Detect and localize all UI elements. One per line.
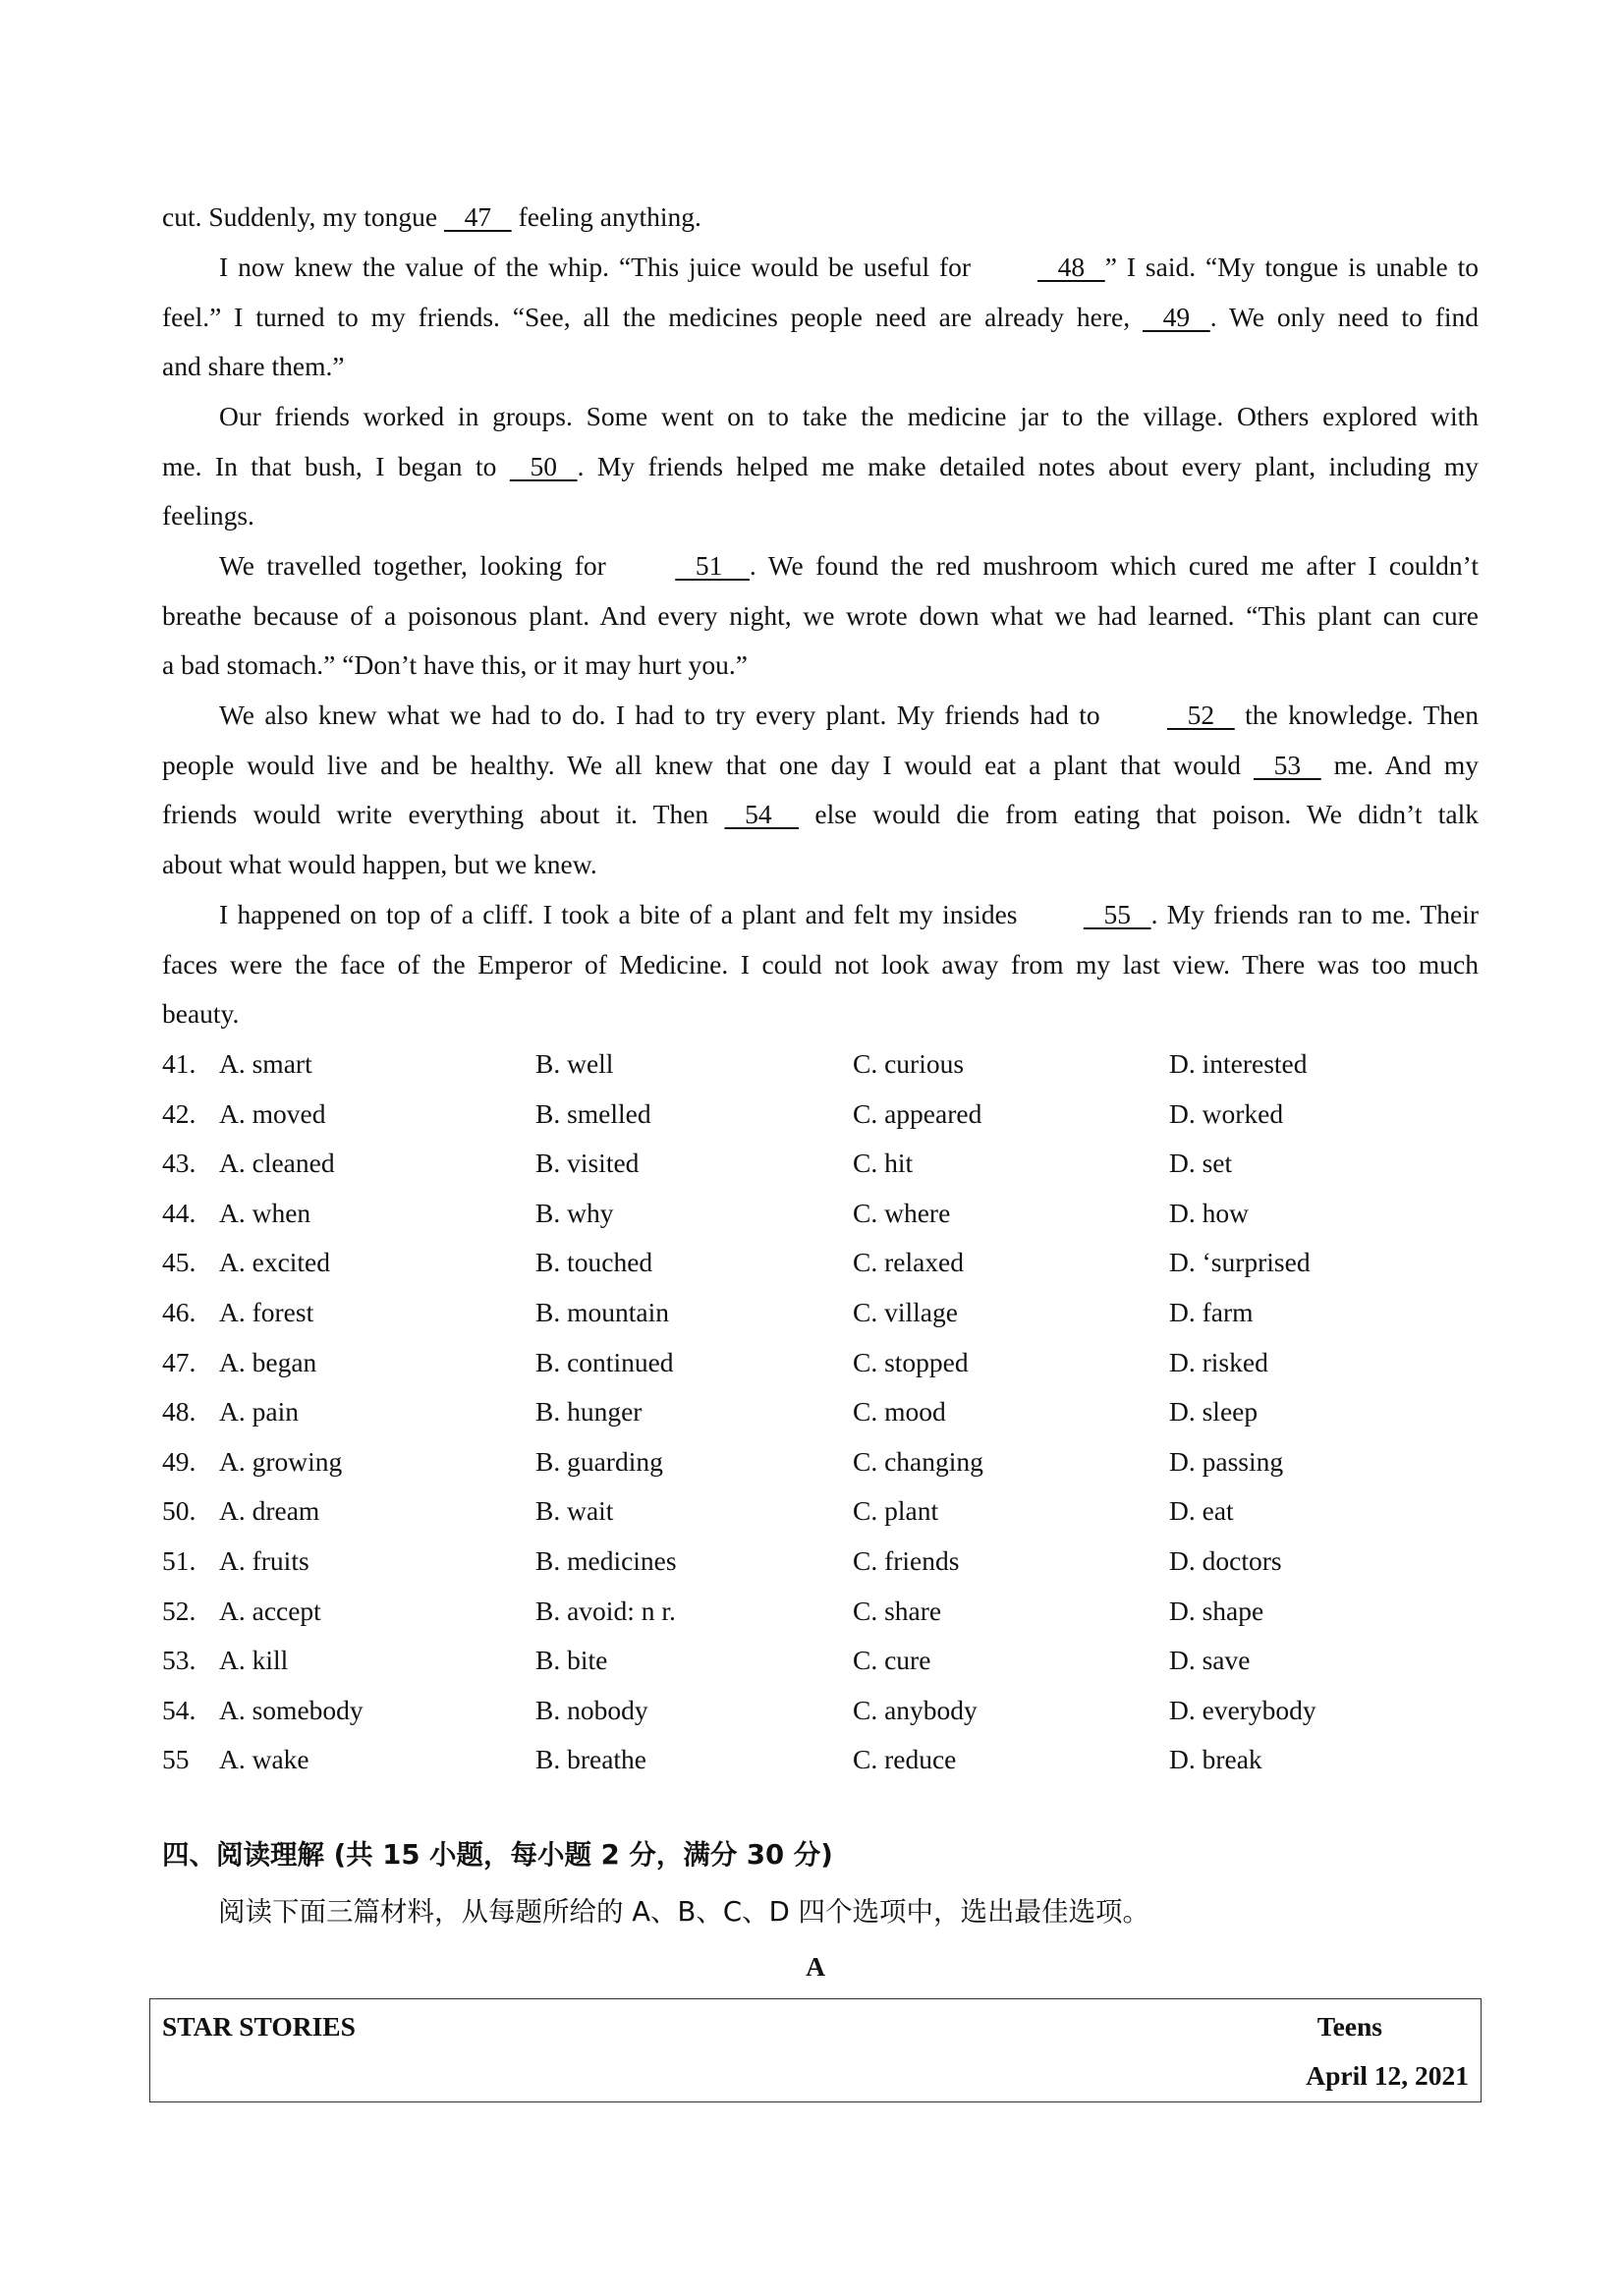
question-row bbox=[162, 1338, 1479, 1388]
question-row bbox=[162, 1039, 1479, 1090]
option-a: A. excited bbox=[219, 1247, 331, 1277]
passage-line: faces were the face of the Emperor of Medicine. I could not look away from my last view. There was too much bbox=[162, 948, 1479, 980]
magazine-name: Teens bbox=[1316, 2011, 1382, 2042]
passage-line bbox=[162, 691, 1479, 741]
text-run: . My friends ran to me. Their bbox=[1150, 899, 1479, 929]
question-number: 51. bbox=[162, 1545, 196, 1576]
box-title: STAR STORIES bbox=[162, 2011, 356, 2042]
passage-line: a bad stomach.” “Don’t have this, or it may hurt you.” bbox=[162, 649, 748, 681]
question-number: 49. bbox=[162, 1446, 196, 1477]
passage-line bbox=[162, 193, 1479, 243]
question-number: 52. bbox=[162, 1596, 196, 1626]
question-row bbox=[162, 1238, 1479, 1288]
passage-line: breathe because of a poisonous plant. And every night, we wrote down what we had learned. “This plant can cure bbox=[162, 599, 1479, 631]
question-number: 44. bbox=[162, 1198, 196, 1228]
text-run: I now knew the value of the whip. “This juice would be useful for bbox=[219, 252, 980, 282]
text-run: ” I said. “My tongue is unable to bbox=[1104, 252, 1479, 282]
option-a: A. when bbox=[219, 1198, 311, 1228]
passage-line: Our friends worked in groups. Some went on to take the medicine jar to the village. Others explored with bbox=[219, 401, 1479, 431]
passage-line bbox=[162, 541, 1479, 591]
option-b: B. smelled bbox=[535, 1098, 651, 1129]
option-b: B. nobody bbox=[535, 1695, 648, 1725]
option-b: B. guarding bbox=[535, 1446, 663, 1477]
passage-paragraph bbox=[162, 193, 1479, 243]
option-a: A. began bbox=[219, 1347, 317, 1377]
option-a: A. moved bbox=[219, 1098, 326, 1129]
question-number: 43. bbox=[162, 1148, 196, 1178]
passage-letter: A bbox=[806, 1951, 825, 1982]
option-d: D. eat bbox=[1169, 1495, 1234, 1526]
text-run: friends would write everything about it. Then bbox=[162, 799, 725, 830]
passage-line bbox=[162, 293, 1479, 343]
option-d: D. set bbox=[1169, 1148, 1233, 1178]
passage-paragraph bbox=[162, 392, 1479, 541]
option-a: A. kill bbox=[219, 1645, 289, 1675]
option-d: D. everybody bbox=[1169, 1695, 1316, 1725]
option-a: A. growing bbox=[219, 1446, 343, 1477]
question-number: 50. bbox=[162, 1495, 196, 1526]
question-row bbox=[162, 1437, 1479, 1487]
passage-line bbox=[162, 442, 1479, 492]
option-d: D. shape bbox=[1169, 1596, 1264, 1626]
question-row bbox=[162, 1686, 1479, 1736]
option-b: B. breathe bbox=[535, 1744, 647, 1774]
option-c: C. hit bbox=[853, 1148, 914, 1178]
option-b: B. bite bbox=[535, 1645, 608, 1675]
text-run: feeling anything. bbox=[511, 201, 701, 232]
passage-line: beauty. bbox=[162, 998, 240, 1030]
text-run: else would die from eating that poison. We didn’t talk bbox=[799, 799, 1479, 830]
text-run: the knowledge. Then bbox=[1234, 700, 1480, 730]
question-number: 54. bbox=[162, 1695, 196, 1725]
text-run: feel.” I turned to my friends. “See, all the medicines people need are already here, bbox=[162, 301, 1143, 332]
option-b: B. hunger bbox=[535, 1396, 643, 1427]
option-c: C. where bbox=[853, 1198, 951, 1228]
blank-52: 52 bbox=[1166, 700, 1235, 730]
option-c: C. plant bbox=[853, 1495, 939, 1526]
option-d: D. risked bbox=[1169, 1347, 1268, 1377]
option-d: D. passing bbox=[1169, 1446, 1284, 1477]
passage-paragraph bbox=[162, 541, 1479, 691]
question-number: 55 bbox=[162, 1744, 190, 1774]
question-number: 45. bbox=[162, 1247, 196, 1277]
question-row bbox=[162, 1387, 1479, 1437]
text-run: . We only need to find bbox=[1209, 301, 1480, 332]
option-b: B. visited bbox=[535, 1148, 640, 1178]
text-run: me. In that bush, I began to bbox=[162, 450, 510, 481]
section-instruction: 阅读下面三篇材料，从每题所给的 A、B、C、D 四个选项中，选出最佳选项。 bbox=[218, 1896, 1150, 1928]
blank-53: 53 bbox=[1253, 749, 1321, 780]
option-d: D. how bbox=[1169, 1198, 1249, 1228]
blank-55: 55 bbox=[1083, 899, 1151, 929]
option-c: C. cure bbox=[853, 1645, 931, 1675]
option-b: B. why bbox=[535, 1198, 614, 1228]
question-number: 48. bbox=[162, 1396, 196, 1427]
question-row bbox=[162, 1189, 1479, 1239]
question-row bbox=[162, 1288, 1479, 1338]
star-stories-box bbox=[149, 1998, 1482, 2102]
passage-line: and share them.” bbox=[162, 351, 345, 382]
text-run: people would live and be healthy. We all knew that one day I would eat a plant that would bbox=[162, 749, 1254, 780]
text-run: We travelled together, looking for bbox=[219, 550, 619, 581]
question-number: 53. bbox=[162, 1645, 196, 1675]
option-b: B. touched bbox=[535, 1247, 653, 1277]
option-d: D. farm bbox=[1169, 1297, 1254, 1327]
question-row bbox=[162, 1636, 1479, 1686]
option-a: A. accept bbox=[219, 1596, 321, 1626]
text-run: I happened on top of a cliff. I took a bite of a plant and felt my insides bbox=[219, 899, 1027, 929]
option-c: C. mood bbox=[853, 1396, 946, 1427]
question-row bbox=[162, 1486, 1479, 1537]
question-row bbox=[162, 1537, 1479, 1587]
passage-paragraph bbox=[162, 243, 1479, 392]
blank-51: 51 bbox=[675, 550, 750, 581]
option-d: D. ‘surprised bbox=[1169, 1247, 1311, 1277]
option-d: D. sleep bbox=[1169, 1396, 1259, 1427]
option-a: A. fruits bbox=[219, 1545, 309, 1576]
option-a: A. wake bbox=[219, 1744, 309, 1774]
blank-54: 54 bbox=[724, 799, 800, 830]
blank-48: 48 bbox=[1036, 252, 1105, 282]
option-b: B. mountain bbox=[535, 1297, 669, 1327]
option-b: B. wait bbox=[535, 1495, 614, 1526]
question-row bbox=[162, 1587, 1479, 1637]
passage-line: about what would happen, but we knew. bbox=[162, 849, 597, 880]
passage-line bbox=[162, 741, 1479, 791]
blank-50: 50 bbox=[509, 450, 578, 481]
question-number: 42. bbox=[162, 1098, 196, 1129]
publication-date: April 12, 2021 bbox=[1306, 2060, 1469, 2091]
question-number: 41. bbox=[162, 1048, 196, 1079]
option-d: D. doctors bbox=[1169, 1545, 1282, 1576]
text-run: . My friends helped me make detailed notes about every plant, including my bbox=[577, 450, 1479, 481]
option-d: D. worked bbox=[1169, 1098, 1284, 1129]
option-c: C. reduce bbox=[853, 1744, 957, 1774]
option-d: D. break bbox=[1169, 1744, 1262, 1774]
option-a: A. cleaned bbox=[219, 1148, 335, 1178]
passage-paragraph bbox=[162, 890, 1479, 1039]
option-b: B. medicines bbox=[535, 1545, 677, 1576]
option-c: C. friends bbox=[853, 1545, 960, 1576]
option-a: A. somebody bbox=[219, 1695, 364, 1725]
option-d: D. interested bbox=[1169, 1048, 1308, 1079]
blank-47: 47 bbox=[443, 201, 512, 232]
passage-line: feelings. bbox=[162, 500, 254, 532]
option-a: A. pain bbox=[219, 1396, 299, 1427]
question-row bbox=[162, 1735, 1479, 1785]
passage-line bbox=[162, 243, 1479, 293]
text-run: me. And my bbox=[1320, 749, 1479, 780]
option-c: C. curious bbox=[853, 1048, 965, 1079]
option-a: A. forest bbox=[219, 1297, 314, 1327]
question-row bbox=[162, 1139, 1479, 1189]
text-run: We also knew what we had to do. I had to try every plant. My friends had to bbox=[219, 700, 1110, 730]
question-row bbox=[162, 1090, 1479, 1140]
passage-line bbox=[162, 790, 1479, 840]
option-a: A. dream bbox=[219, 1495, 320, 1526]
text-run: . We found the red mushroom which cured me after I couldn’t bbox=[749, 550, 1479, 581]
option-b: B. well bbox=[535, 1048, 614, 1079]
option-c: C. stopped bbox=[853, 1347, 969, 1377]
passage-line bbox=[162, 890, 1479, 940]
question-number: 47. bbox=[162, 1347, 196, 1377]
option-b: B. continued bbox=[535, 1347, 674, 1377]
option-c: C. changing bbox=[853, 1446, 983, 1477]
option-d: D. save bbox=[1169, 1645, 1251, 1675]
option-b: B. avoid: n r. bbox=[535, 1596, 676, 1626]
option-c: C. relaxed bbox=[853, 1247, 965, 1277]
option-c: C. village bbox=[853, 1297, 958, 1327]
option-c: C. share bbox=[853, 1596, 942, 1626]
option-c: C. appeared bbox=[853, 1098, 982, 1129]
option-a: A. smart bbox=[219, 1048, 312, 1079]
option-c: C. anybody bbox=[853, 1695, 978, 1725]
passage-paragraph bbox=[162, 691, 1479, 890]
question-number: 46. bbox=[162, 1297, 196, 1327]
text-run: cut. Suddenly, my tongue bbox=[162, 201, 444, 232]
section-title: 四、阅读理解 (共 15 小题，每小题 2 分，满分 30 分) bbox=[162, 1839, 833, 1871]
blank-49: 49 bbox=[1143, 301, 1210, 332]
